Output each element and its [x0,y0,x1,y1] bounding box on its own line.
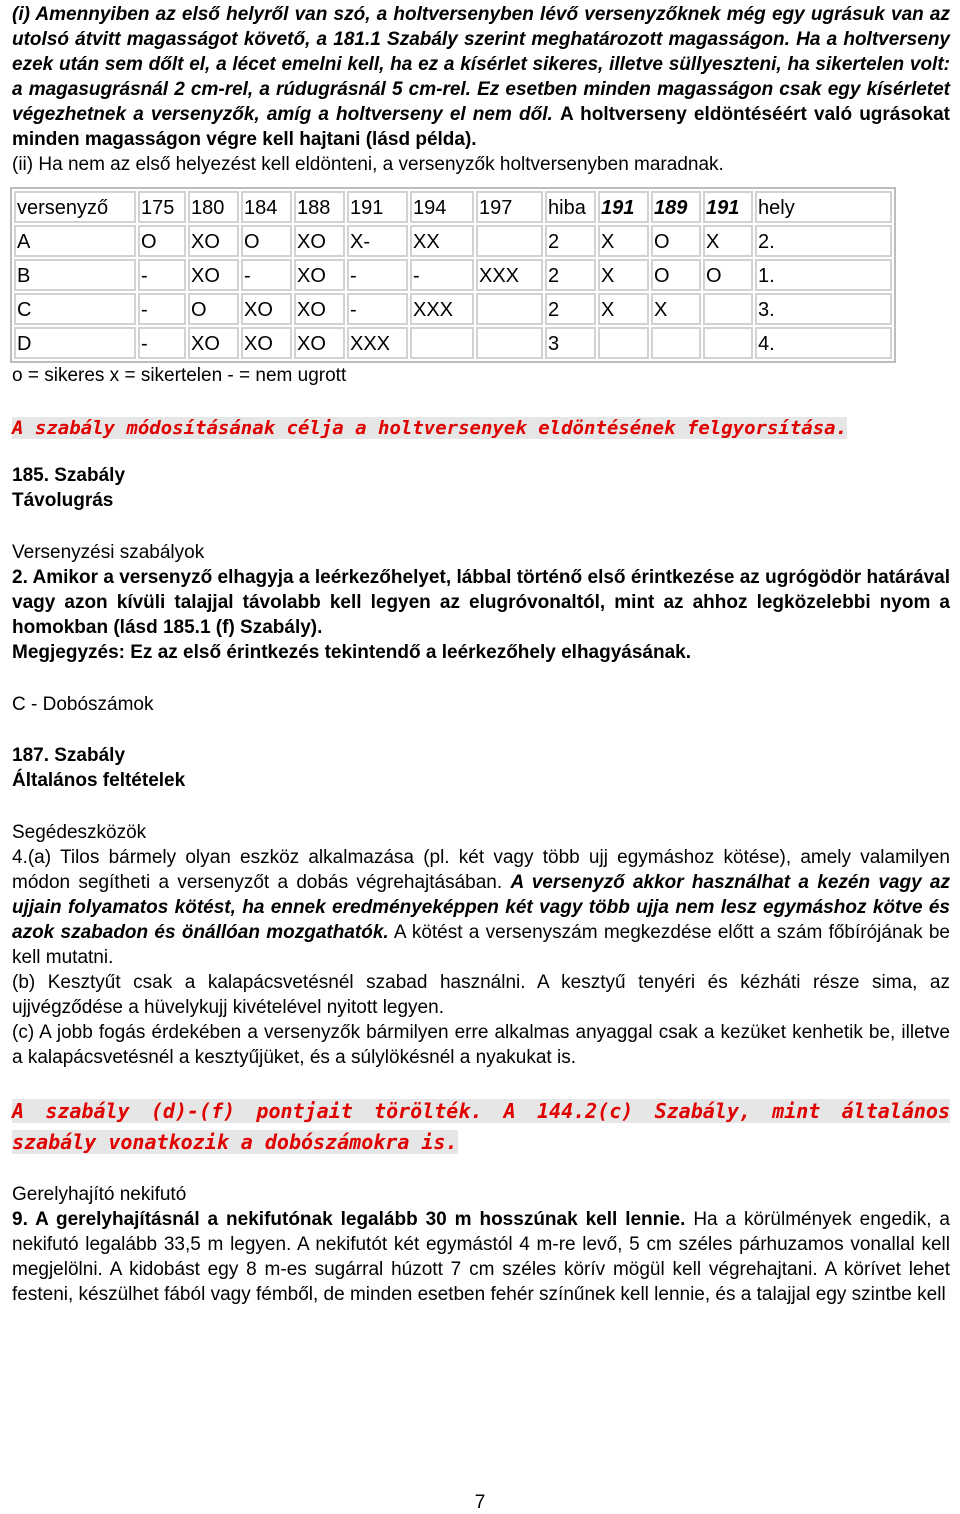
tiebreak-text-2: Ez esetben minden magasságon csak egy kísérletet végezhetnek a versenyzők, amíg a holtverseny el nem dől. [12,79,951,125]
table-header-cell: 191 [703,191,753,223]
table-cell: XO [294,293,345,325]
rule-187-a-paragraph [12,845,950,970]
table-cell [476,327,543,359]
table-cell: 2 [545,293,596,325]
table-header-cell: hely [755,191,892,223]
table-cell: - [241,259,292,291]
table-cell: X [598,293,649,325]
rule-187-b: (b) Kesztyűt csak a kalapácsvetésnél szabad használni. A kesztyű tenyéri és kézháti része sima, az ujjvégződése a hüvelykujj kivételével nyitott legyen. [12,972,950,1018]
table-cell: XO [294,225,345,257]
table-cell: O [241,225,292,257]
section-c-heading: C - Dobószámok [12,694,154,715]
table-cell: XO [188,225,239,257]
table-cell: 3 [545,327,596,359]
table-header-cell: 191 [347,191,408,223]
table-cell: - [347,259,408,291]
rule-185-title: Távolugrás [12,490,114,511]
javelin-text-2: Ha a körülmények engedik, a nekifutó legalább 33,5 m legyen. A nekifutót két egymástól 4 m-re levő, 5 cm széles párhuzamos vonallal kell megjelölni. A kidobást egy 8 m-es sugárral húzott 7 cm széles körív mögül kell végrehajtani. A körívet lehet festeni, készülhet fából vagy fémből, de minden esetben fehér színűnek kell lennie, és a talajjal egy szintbe kell [12,1209,950,1305]
rule-187-c: (c) A jobb fogás érdekében a versenyzők bármilyen erre alkalmas anyaggal csak a kezüket kenhetik be, illetve a kalapácsvetésnél a kesztyűjüket, és a súlylökésnél a nyakukat is. [12,1022,950,1068]
table-cell [476,293,543,325]
table-header-cell: 194 [410,191,474,223]
table-cell: XO [294,327,345,359]
table-cell: 4. [755,327,892,359]
table-cell [410,327,474,359]
tiebreak-text-3: A holtverseny eldöntéséért való ugrásokat minden magasságon végre kell hajtani (lásd példa). [12,104,950,150]
table-cell: XX [410,225,474,257]
table-cell: XXX [410,293,474,325]
table-cell: XO [188,259,239,291]
table-row [14,293,892,325]
table-cell: O [703,259,753,291]
table-cell: - [138,327,186,359]
table-cell: X [598,225,649,257]
table-cell [703,293,753,325]
table-header-cell: 188 [294,191,345,223]
table-header-cell: 180 [188,191,239,223]
note-1-paragraph [12,410,950,447]
table-header-cell: versenyző [14,191,136,223]
table-header-row [14,191,892,223]
table-cell: O [651,259,701,291]
rule-185-note: Megjegyzés: Ez az első érintkezés tekintendő a leérkezőhely elhagyásának. [12,642,692,663]
table-cell: O [651,225,701,257]
table-cell: XO [188,327,239,359]
table-cell: 2. [755,225,892,257]
table-cell: X [703,225,753,257]
table-header-cell: 191 [598,191,649,223]
rule-187-a-text-3: A kötést a versenyszám megkezdése előtt a szám főbírójának be kell mutatni. [12,922,950,968]
table-cell: XO [294,259,345,291]
rule-185-section: Versenyzési szabályok [12,542,205,563]
table-cell: 2 [545,225,596,257]
table-cell: 2 [545,259,596,291]
note-2-paragraph [12,1096,950,1158]
javelin-section: Gerelyhajító nekifutó [12,1184,187,1205]
rule-187-title: Általános feltételek [12,770,186,791]
table-cell: - [410,259,474,291]
table-cell: XO [241,293,292,325]
rule-187-a-text-1: 4.(a) Tilos bármely olyan eszköz alkalmazása (pl. két vagy több ujj egymáshoz kötése), amely valamilyen módon segítheti a versenyzőt a dobás végrehajtásában. [12,847,950,893]
table-cell: C [14,293,136,325]
table-cell: XXX [476,259,543,291]
table-cell [476,225,543,257]
table-row [14,327,892,359]
table-cell: - [138,293,186,325]
javelin-paragraph [12,1207,950,1307]
amendment-note-2: A szabály (d)-(f) pontjait törölték. A 144.2(c) Szabály, mint általános szabály vonatkozik a dobószámokra is. [12,1099,950,1154]
table-cell [598,327,649,359]
table-cell: X [598,259,649,291]
rule-185-text: 2. Amikor a versenyző elhagyja a leérkezőhelyet, lábbal történő első érintkezése az ugrógödör határával vagy azon kívüli talajjal távolabb kell legyen az elugróvonaltól, mint az ahhoz legközelebbi nyom a homokban (lásd 185.1 (f) Szabály). [12,567,950,638]
page-number: 7 [474,1492,486,1513]
table-cell: O [138,225,186,257]
tiebreak-text-1: (i) Amennyiben az első helyről van szó, a holtversenyben lévő versenyzőknek még egy ugrásuk van az utolsó átvitt magasságot követő, a 181.1 Szabály szerint meghatározott magasságon. Ha a holtverseny ezek után sem dőlt el, a lécet emelni kell, ha ez a kísérlet sikeres, illetve süllyeszteni, ha sikertelen volt: a magasugrásnál 2 cm-rel, a rúdugrásnál 5 cm-rel. [12,4,950,100]
table-cell: D [14,327,136,359]
table-cell: 3. [755,293,892,325]
table-legend: o = sikeres x = sikertelen - = nem ugrott [12,365,347,386]
rule-187-number: 187. Szabály [12,745,126,766]
table-cell: X [651,293,701,325]
table-row [14,225,892,257]
table-cell: O [188,293,239,325]
table-cell: - [347,293,408,325]
table-cell: A [14,225,136,257]
amendment-note-1: A szabály módosításának célja a holtversenyek eldöntésének felgyorsítása. [12,417,848,439]
table-cell: 1. [755,259,892,291]
tiebreak-paragraph [12,2,950,152]
table-cell: XXX [347,327,408,359]
table-cell: X- [347,225,408,257]
table-header-cell: hiba [545,191,596,223]
table-header-cell: 175 [138,191,186,223]
table-cell: - [138,259,186,291]
table-cell: XO [241,327,292,359]
rule-187-a-text-2: A versenyző akkor használhat a kezén vagy az ujjain folyamatos kötést, ha ennek eredményeképpen két vagy több ujja nem lesz egymáshoz kötve és azok szabadon és önállóan mozgathatók. [12,872,950,943]
rule-187-section: Segédeszközök [12,822,147,843]
table-header-cell: 184 [241,191,292,223]
tiebreak-other-places: (ii) Ha nem az első helyezést kell eldönteni, a versenyzők holtversenyben maradnak. [12,154,724,175]
rule-185-number: 185. Szabály [12,465,126,486]
tiebreak-example-table [10,187,896,363]
table-header-cell: 189 [651,191,701,223]
table-cell [703,327,753,359]
table-cell: B [14,259,136,291]
table-cell [651,327,701,359]
table-header-cell: 197 [476,191,543,223]
javelin-text-1: 9. A gerelyhajításnál a nekifutónak legalább 30 m hosszúnak kell lennie. [12,1209,686,1230]
table-row [14,259,892,291]
document-page [12,0,950,1307]
